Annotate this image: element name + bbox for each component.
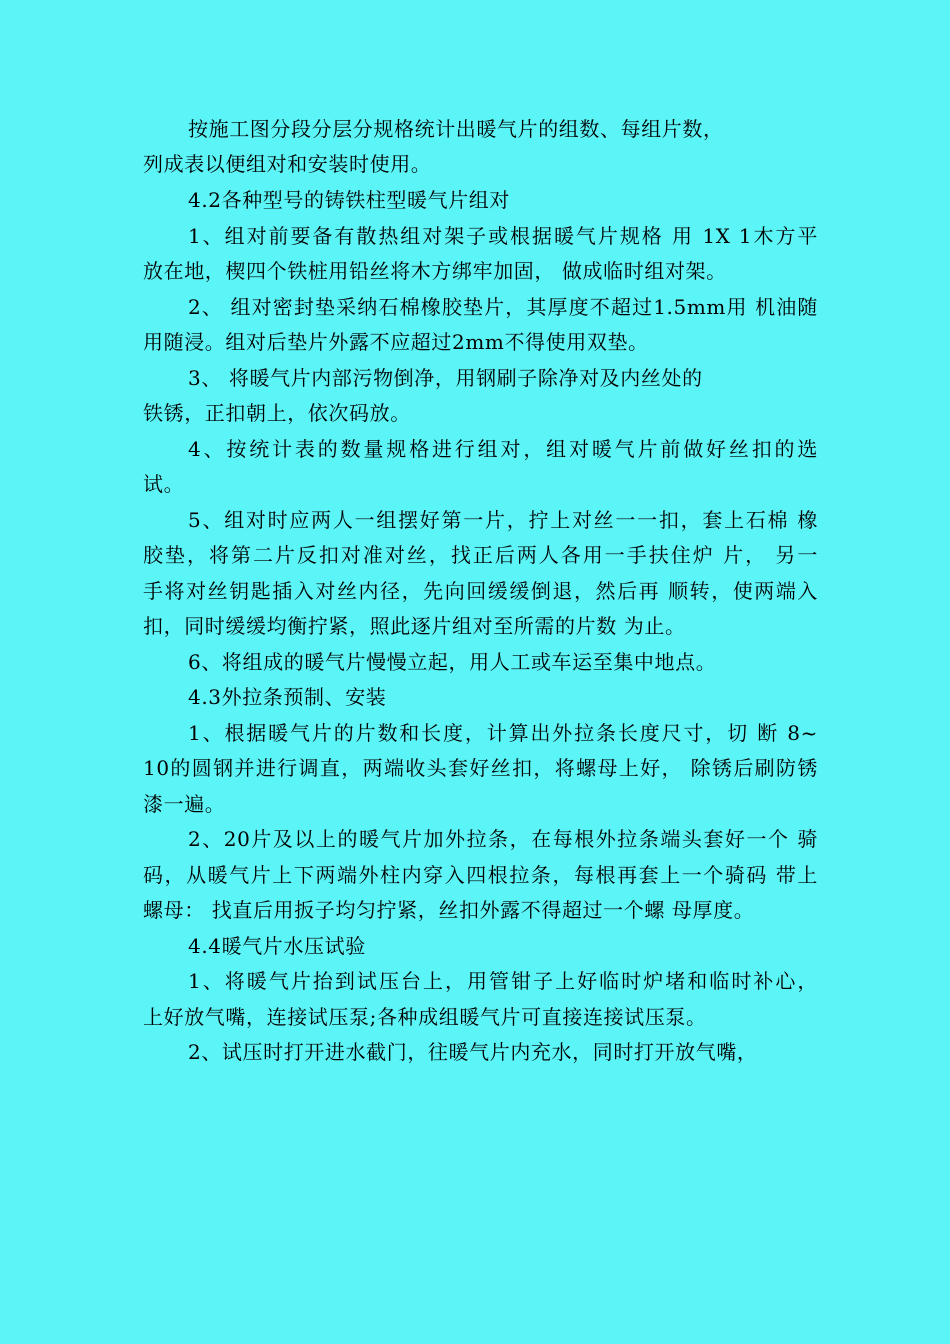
text-line: 2、 组对密封垫采纳石棉橡胶垫片，其厚度不超过1.5mm用 机油随 [188, 295, 818, 319]
text-line: 1、根据暖气片的片数和长度，计算出外拉条长度尺寸，切 断 8~ [188, 721, 818, 745]
section-heading: 4.2各种型号的铸铁柱型暖气片组对 [188, 188, 511, 212]
text-line: 6、将组成的暖气片慢慢立起，用人工或车运至集中地点。 [188, 650, 717, 674]
text-line: 螺母： 找直后用扳子均匀拧紧，丝扣外露不得超过一个螺 母厚度。 [143, 898, 755, 922]
text-line: 试。 [143, 472, 185, 496]
section-heading: 4.4暖气片水压试验 [188, 934, 366, 958]
text-line: 放在地，楔四个铁桩用铅丝将木方绑牢加固， 做成临时组对架。 [143, 259, 727, 283]
text-line: 1、组对前要备有散热组对架子或根据暖气片规格 用 1X 1木方平 [188, 224, 818, 248]
text-line: 3、 将暖气片内部污物倒净，用钢刷子除净对及内丝处的 [188, 366, 703, 390]
text-line: 列成表以便组对和安装时使用。 [143, 152, 432, 176]
text-line: 铁锈，正扣朝上，依次码放。 [143, 401, 411, 425]
text-line: 1、将暖气片抬到试压台上，用管钳子上好临时炉堵和临时补心， [188, 969, 818, 993]
text-line: 4、按统计表的数量规格进行组对，组对暖气片前做好丝扣的选 [188, 437, 818, 461]
text-line: 码，从暖气片上下两端外柱内穿入四根拉条，每根再套上一个骑码 带上 [143, 863, 818, 887]
section-heading: 4.3外拉条预制、安装 [188, 685, 387, 709]
text-line: 5、组对时应两人一组摆好第一片，拧上对丝一一扣，套上石棉 橡 [188, 508, 818, 532]
text-line: 用随浸。组对后垫片外露不应超过2mm不得使用双垫。 [143, 330, 649, 354]
text-line: 手将对丝钥匙插入对丝内径，先向回缓缓倒退，然后再 顺转，使两端入 [143, 579, 818, 603]
text-line: 上好放气嘴，连接试压泵;各种成组暖气片可直接连接试压泵。 [143, 1005, 707, 1029]
text-line: 漆一遍。 [143, 792, 226, 816]
text-line: 2、试压时打开进水截门，往暖气片内充水，同时打开放气嘴， [188, 1040, 758, 1064]
text-line: 2、20片及以上的暖气片加外拉条，在每根外拉条端头套好一个 骑 [188, 827, 818, 851]
text-line: 10的圆钢并进行调直，两端收头套好丝扣，将螺母上好， 除锈后刷防锈 [143, 756, 818, 780]
text-line: 按施工图分段分层分规格统计出暖气片的组数、每组片数， [188, 117, 724, 141]
text-line: 胶垫，将第二片反扣对准对丝，找正后两人各用一手扶住炉 片， 另一 [143, 543, 818, 567]
text-line: 扣，同时缓缓均衡拧紧，照此逐片组对至所需的片数 为止。 [143, 614, 686, 638]
